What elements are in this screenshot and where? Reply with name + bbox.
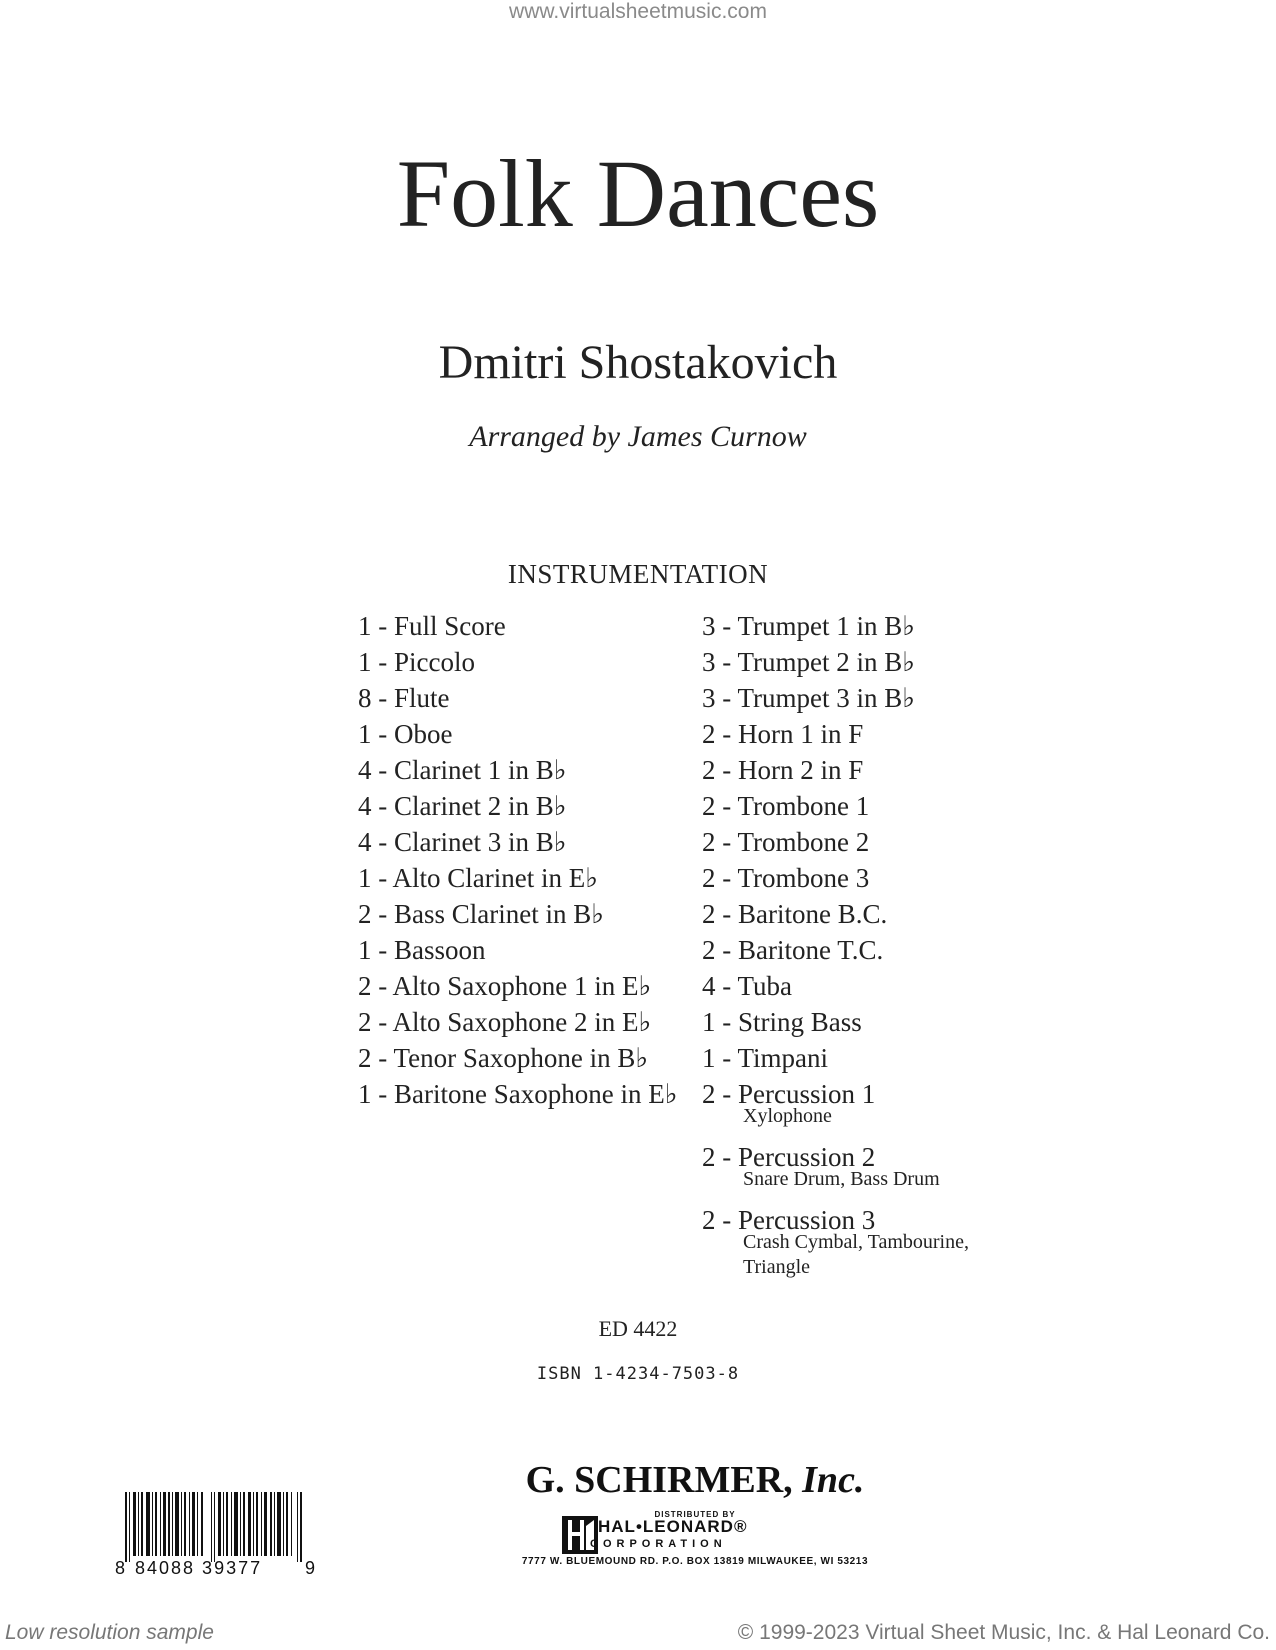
- instrument-item: 3 - Trumpet 3 in B♭: [702, 683, 916, 713]
- distributor-address: 7777 W. BLUEMOUND RD. P.O. BOX 13819 MILWAUKEE, WI 53213: [521, 1556, 869, 1567]
- barcode-digits-middle: 84088 39377: [135, 1558, 263, 1578]
- watermark-url: www.virtualsheetmusic.com: [509, 0, 767, 23]
- barcode-digit-first: 8: [115, 1558, 126, 1578]
- instrument-item: 2 - Baritone T.C.: [702, 935, 884, 965]
- percussion-2-item: [702, 1139, 969, 1192]
- instrument-detail: Triangle: [743, 1256, 811, 1278]
- barcode-icon: [125, 1492, 305, 1562]
- instrument-item: 4 - Clarinet 2 in B♭: [358, 791, 567, 821]
- instrument-detail: Xylophone: [743, 1105, 832, 1127]
- instrument-item: 4 - Clarinet 1 in B♭: [358, 755, 567, 785]
- instrument-item: 8 - Flute: [358, 683, 450, 713]
- distributed-by-label: DISTRIBUTED BY: [654, 1510, 736, 1519]
- instrument-item: 3 - Trumpet 1 in B♭: [702, 611, 916, 641]
- instrument-item: 2 - Percussion 3: [702, 1205, 876, 1235]
- composer-name: Dmitri Shostakovich: [438, 336, 838, 389]
- copyright-notice: © 1999-2023 Virtual Sheet Music, Inc. & Hal Leonard Co.: [737, 1621, 1270, 1644]
- instrument-item: 2 - Horn 2 in F: [702, 755, 864, 785]
- instrument-item: 2 - Trombone 3: [702, 863, 870, 893]
- instrument-item: 2 - Percussion 2: [702, 1142, 876, 1172]
- barcode-digit-last: 9: [305, 1558, 316, 1578]
- low-resolution-notice: Low resolution sample: [5, 1621, 214, 1644]
- instrument-item: 2 - Trombone 2: [702, 827, 870, 857]
- instrument-item: 4 - Tuba: [702, 971, 793, 1001]
- instrument-item: 2 - Alto Saxophone 2 in E♭: [358, 1007, 652, 1037]
- publisher-name: [440, 1458, 950, 1502]
- publisher-name-text: G. SCHIRMER,: [525, 1459, 793, 1501]
- instrument-item: 2 - Trombone 1: [702, 791, 870, 821]
- edition-number: ED 4422: [598, 1316, 678, 1341]
- instrument-item: 2 - Bass Clarinet in B♭: [358, 899, 604, 929]
- instrument-item: 2 - Baritone B.C.: [702, 899, 888, 929]
- instrument-item: 2 - Tenor Saxophone in B♭: [358, 1043, 649, 1073]
- percussion-3-item: [702, 1202, 969, 1280]
- page-title: Folk Dances: [396, 140, 880, 247]
- instrument-item: 1 - String Bass: [702, 1007, 862, 1037]
- instrumentation-left-column: [358, 608, 677, 1112]
- distributor-corp: CORPORATION: [590, 1538, 727, 1550]
- arranger-credit: Arranged by James Curnow: [469, 420, 807, 453]
- instrument-item: 3 - Trumpet 2 in B♭: [702, 647, 916, 677]
- instrument-item: 1 - Piccolo: [358, 647, 475, 677]
- instrument-item: 1 - Alto Clarinet in E♭: [358, 863, 598, 893]
- percussion-1-item: [702, 1076, 969, 1129]
- instrument-item: 2 - Alto Saxophone 1 in E♭: [358, 971, 652, 1001]
- instrumentation-heading: INSTRUMENTATION: [507, 559, 769, 589]
- instrument-item: 1 - Timpani: [702, 1043, 829, 1073]
- instrument-item: 1 - Baritone Saxophone in E♭: [358, 1079, 678, 1109]
- publisher-suffix: Inc.: [802, 1459, 865, 1501]
- instrumentation-right-column: [702, 608, 969, 1290]
- instrument-item: 1 - Full Score: [358, 611, 506, 641]
- isbn: ISBN 1-4234-7503-8: [536, 1364, 740, 1384]
- instrument-item: 1 - Oboe: [358, 719, 453, 749]
- instrument-item: 4 - Clarinet 3 in B♭: [358, 827, 567, 857]
- instrument-detail: Crash Cymbal, Tambourine,: [743, 1231, 969, 1253]
- instrument-item: 2 - Percussion 1: [702, 1079, 876, 1109]
- instrument-detail: Snare Drum, Bass Drum: [743, 1168, 940, 1190]
- distributor-name: HAL•LEONARD®: [598, 1517, 748, 1536]
- instrument-item: 1 - Bassoon: [358, 935, 486, 965]
- instrument-item: 2 - Horn 1 in F: [702, 719, 864, 749]
